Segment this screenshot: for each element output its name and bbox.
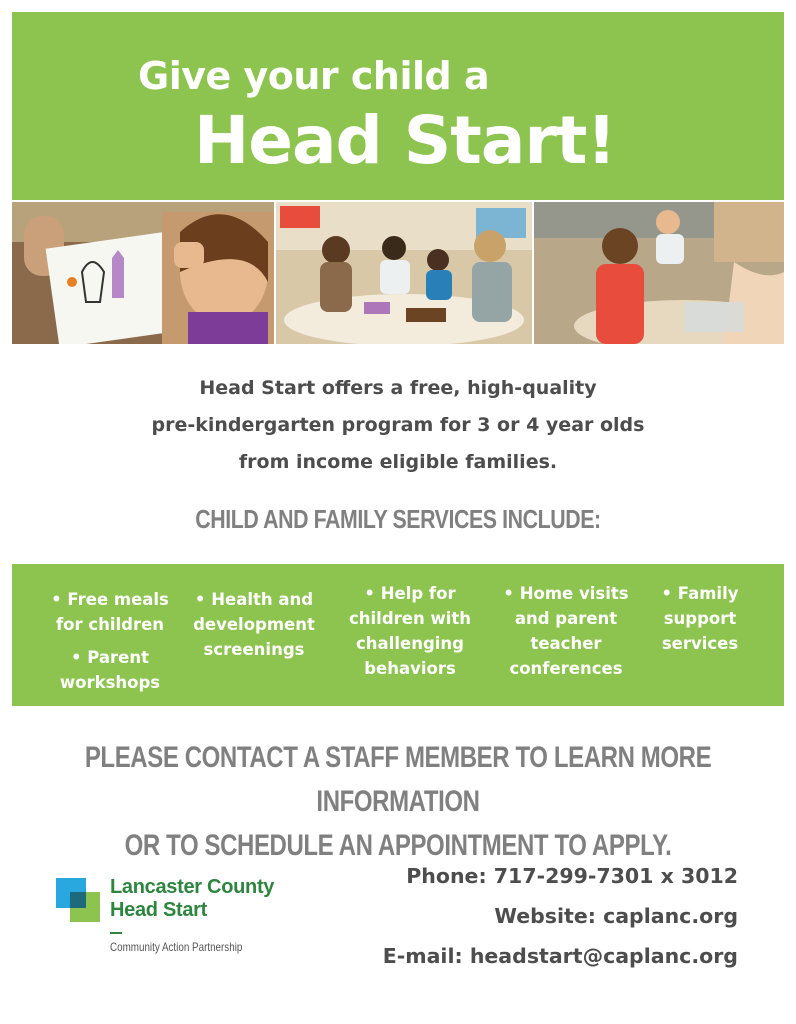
program-description [0, 370, 796, 481]
classroom-photo-strip [12, 202, 784, 344]
photo-classroom-table [276, 202, 532, 344]
intro-line: Head Start offers a free, high-quality [199, 377, 597, 399]
service-home-visits: • Home visits and parent teacher conferences [503, 584, 629, 678]
photo-high-five [534, 202, 784, 344]
contact-phone: Phone: 717-299-7301 x 3012 [406, 864, 738, 888]
intro-line: from income eligible families. [238, 451, 558, 473]
logo-subtitle: Community Action Partnership [110, 940, 243, 954]
header-banner [12, 12, 784, 200]
contact-email[interactable]: E-mail: headstart@caplanc.org [382, 944, 738, 968]
contact-website[interactable]: Website: caplanc.org [494, 904, 738, 928]
note-line: PLEASE CONTACT A STAFF MEMBER TO LEARN MORE INFORMATION [84, 741, 712, 818]
note-line: OR TO SCHEDULE AN APPOINTMENT TO APPLY. [124, 829, 672, 862]
service-family-support: • Family support services [661, 584, 739, 653]
logo-divider [110, 932, 122, 934]
headline-line-1: Give your child a [138, 54, 490, 98]
service-health-screenings: • Health and development screenings [193, 590, 315, 659]
services-heading: CHILD AND FAMILY SERVICES INCLUDE: [195, 504, 601, 534]
intro-line: pre-kindergarten program for 3 or 4 year olds [151, 414, 645, 436]
logo-name: Lancaster County Head Start [110, 876, 275, 921]
headline-line-2: Head Start! [194, 102, 616, 179]
service-parent-workshops: • Parent workshops [59, 648, 161, 692]
service-free-meals: • Free meals for children [51, 590, 169, 634]
logo-squares-icon [56, 878, 100, 922]
service-behavior-help: • Help for children with challenging behaviors [348, 584, 471, 678]
photo-child-drawing [12, 202, 274, 344]
services-list [12, 564, 784, 706]
contact-staff-note [80, 736, 717, 868]
